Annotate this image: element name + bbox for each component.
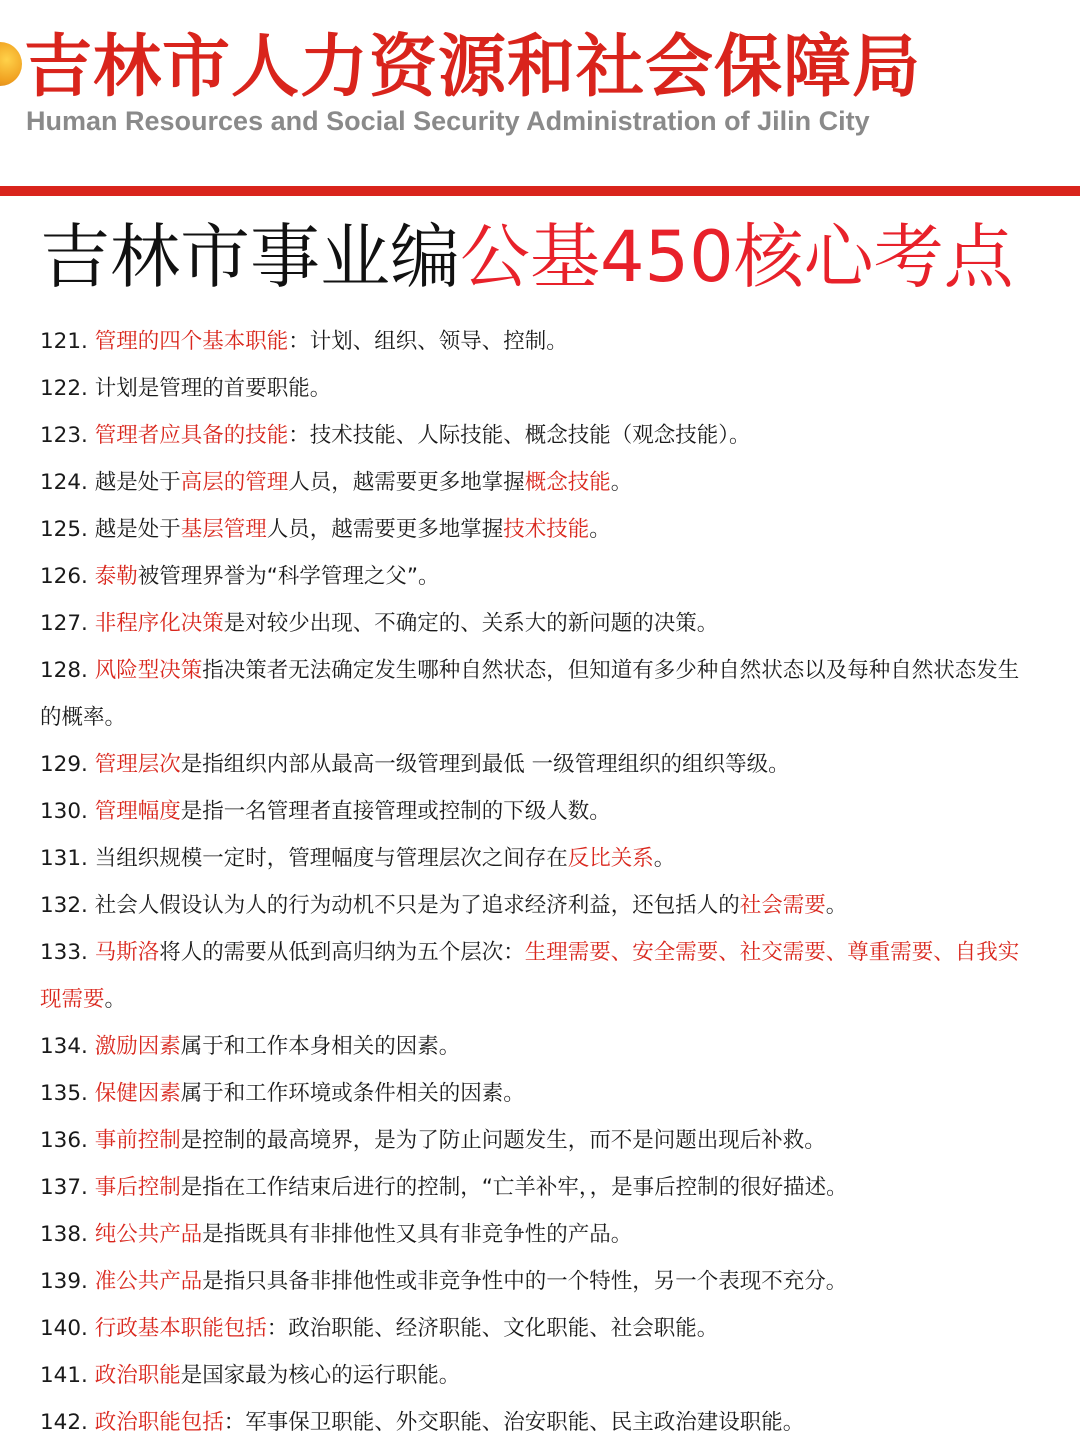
list-item xyxy=(40,553,1040,600)
highlight-text: 政治职能包括 xyxy=(94,1410,224,1435)
body-text: 133. xyxy=(40,940,95,965)
body-text: 是指在工作结束后进行的控制，“亡羊补牢，，是事后控制的很好描述。 xyxy=(180,1175,848,1200)
body-text: 属于和工作本身相关的因素。 xyxy=(180,1034,461,1059)
body-text: ：技术技能、人际技能、概念技能（观念技能）。 xyxy=(288,423,751,448)
list-item xyxy=(40,835,1040,882)
highlight-text: 泰勒 xyxy=(94,564,138,589)
body-text: 140. xyxy=(40,1316,95,1341)
body-text: 137. xyxy=(40,1175,95,1200)
highlight-text: 激励因素 xyxy=(94,1034,181,1059)
body-text: 127. xyxy=(40,611,95,636)
list-item xyxy=(40,365,1040,412)
body-text: 142. xyxy=(40,1410,95,1435)
highlight-text: 准公共产品 xyxy=(94,1269,203,1294)
highlight-text: 技术技能 xyxy=(503,517,590,542)
list-item xyxy=(40,788,1040,835)
body-text: 。 xyxy=(825,893,848,918)
list-item xyxy=(40,506,1040,553)
list-item xyxy=(40,1211,1040,1258)
body-text: 是指既具有非排他性又具有非竞争性的产品。 xyxy=(202,1222,633,1247)
body-text: 。 xyxy=(589,517,611,542)
body-text: 138. xyxy=(40,1222,95,1247)
header-divider xyxy=(0,186,1080,196)
list-item xyxy=(40,1352,1040,1399)
list-item xyxy=(40,318,1040,365)
highlight-text: 政治职能 xyxy=(94,1363,181,1388)
body-text: 129. xyxy=(40,752,95,777)
highlight-text: 管理的四个基本职能 xyxy=(94,329,289,354)
highlight-text: 基层管理 xyxy=(180,517,267,542)
body-text: 131. 当组织规模一定时，管理幅度与管理层次之间存在 xyxy=(40,846,568,871)
title-highlight: 公基450核心考点 xyxy=(460,216,1014,298)
highlight-text: 反比关系 xyxy=(567,846,654,871)
body-text: 126. xyxy=(40,564,95,589)
body-text: 135. xyxy=(40,1081,95,1106)
body-text: 141. xyxy=(40,1363,95,1388)
highlight-text: 事后控制 xyxy=(94,1175,181,1200)
body-text: 121. xyxy=(40,329,95,354)
body-text: 人员，越需要更多地掌握 xyxy=(266,517,504,542)
body-text: 是对较少出现、不确定的、关系大的新问题的决策。 xyxy=(223,611,719,636)
body-text: 124. 越是处于 xyxy=(40,470,181,495)
body-text: 132. 社会人假设认为人的行为动机不只是为了追求经济利益，还包括人的 xyxy=(40,893,740,918)
body-text: ：计划、组织、领导、控制。 xyxy=(288,329,568,354)
list-item xyxy=(40,882,1040,929)
body-text: ：政治职能、经济职能、文化职能、社会职能。 xyxy=(266,1316,719,1341)
header-banner xyxy=(0,0,1080,190)
highlight-text: 事前控制 xyxy=(94,1128,181,1153)
government-emblem-icon xyxy=(0,42,22,86)
page-title xyxy=(40,212,1014,302)
title-black: 吉林市事业编 xyxy=(40,216,460,298)
body-text: 128. xyxy=(40,658,95,683)
list-item xyxy=(40,647,1040,741)
highlight-text: 纯公共产品 xyxy=(94,1222,203,1247)
body-text: 是指一名管理者直接管理或控制的下级人数。 xyxy=(180,799,611,824)
list-item xyxy=(40,741,1040,788)
highlight-text: 行政基本职能包括 xyxy=(94,1316,267,1341)
list-item xyxy=(40,1258,1040,1305)
body-text: 是指只具备非排他性或非竞争性中的一个特性，另一个表现不充分。 xyxy=(202,1269,848,1294)
body-text: 134. xyxy=(40,1034,95,1059)
list-item xyxy=(40,1117,1040,1164)
list-item xyxy=(40,600,1040,647)
body-text: 指决策者无法确定发生哪种自然状态，但知道有多少种自然状态以及每种自然状态发生的概率。 xyxy=(40,658,1020,730)
body-text: 139. xyxy=(40,1269,95,1294)
org-name-chinese: 吉林市人力资源和社会保障局 xyxy=(24,28,922,107)
highlight-text: 概念技能 xyxy=(524,470,611,495)
body-text: 。 xyxy=(610,470,633,495)
org-name-english: Human Resources and Social Security Administration of Jilin City xyxy=(26,106,870,136)
body-text: ：军事保卫职能、外交职能、治安职能、民主政治建设职能。 xyxy=(223,1410,805,1435)
highlight-text: 保健因素 xyxy=(94,1081,181,1106)
body-text: 122. 计划是管理的首要职能。 xyxy=(40,376,332,401)
highlight-text: 风险型决策 xyxy=(94,658,203,683)
highlight-text: 生理需要、安全需要、社交需要、尊重需要、自我实现需要 xyxy=(40,940,1020,1012)
highlight-text: 马斯洛 xyxy=(94,940,160,965)
body-text: 将人的需要从低到高归纳为五个层次： xyxy=(159,940,525,965)
list-item xyxy=(40,1305,1040,1352)
body-text: 125. 越是处于 xyxy=(40,517,181,542)
body-text: 是控制的最高境界，是为了防止问题发生，而不是问题出现后补救。 xyxy=(180,1128,826,1153)
body-text: 是国家最为核心的运行职能。 xyxy=(180,1363,461,1388)
body-text: 136. xyxy=(40,1128,95,1153)
highlight-text: 管理者应具备的技能 xyxy=(94,423,289,448)
exam-points-list xyxy=(40,318,1040,1446)
body-text: 被管理界誉为“科学管理之父”。 xyxy=(137,564,440,589)
list-item xyxy=(40,929,1040,1023)
highlight-text: 管理幅度 xyxy=(94,799,181,824)
list-item xyxy=(40,1070,1040,1117)
body-text: 130. xyxy=(40,799,95,824)
highlight-text: 社会需要 xyxy=(739,893,826,918)
list-item xyxy=(40,1023,1040,1070)
highlight-text: 非程序化决策 xyxy=(94,611,224,636)
highlight-text: 管理层次 xyxy=(94,752,181,777)
body-text: 123. xyxy=(40,423,95,448)
body-text: 人员，越需要更多地掌握 xyxy=(288,470,525,495)
highlight-text: 高层的管理 xyxy=(180,470,289,495)
body-text: 。 xyxy=(104,987,127,1012)
list-item xyxy=(40,459,1040,506)
body-text: 属于和工作环境或条件相关的因素。 xyxy=(180,1081,525,1106)
list-item xyxy=(40,412,1040,459)
list-item xyxy=(40,1164,1040,1211)
list-item xyxy=(40,1399,1040,1446)
body-text: 是指组织内部从最高一级管理到最低 一级管理组织的组织等级。 xyxy=(180,752,790,777)
body-text: 。 xyxy=(653,846,676,871)
